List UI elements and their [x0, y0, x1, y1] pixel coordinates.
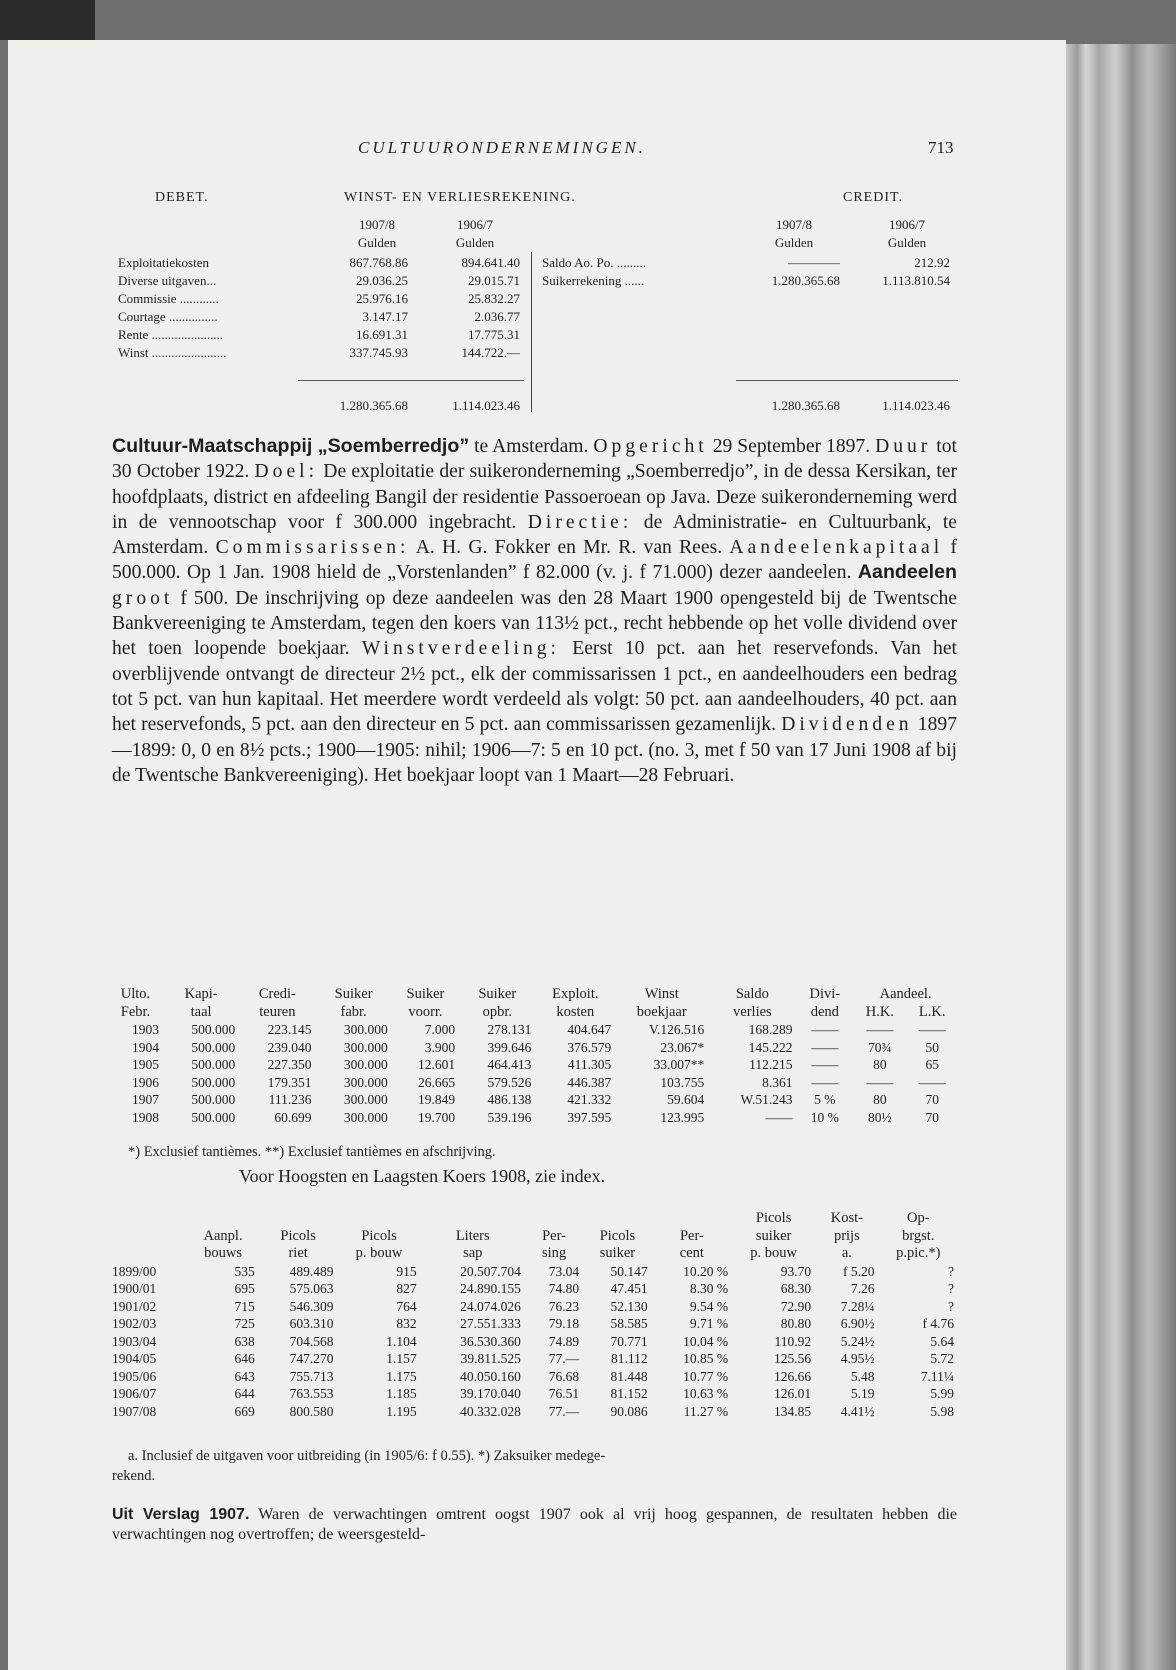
- table-cell: 300.000: [343, 1039, 388, 1055]
- table-cell: 411.305: [567, 1057, 612, 1072]
- table-header-cell: Liters: [455, 1227, 490, 1244]
- table-cell: 134.85: [774, 1403, 812, 1419]
- table-cell: 464.413: [487, 1057, 532, 1072]
- table-cell: 76.23: [548, 1298, 580, 1314]
- table-cell: 125.56: [774, 1351, 812, 1366]
- table-cell: 397.595: [567, 1109, 612, 1125]
- table-header-row: Ulto. Kapi- Credi- Suiker Suiker Suiker Exploit. Winst Saldo Divi- Aandeel.: [120, 986, 932, 1002]
- table-cell: 575.063: [289, 1281, 334, 1296]
- table-header-cell: Kost-: [830, 1210, 863, 1226]
- table-cell: 10.77 %: [683, 1368, 729, 1384]
- table-cell: 123.995: [660, 1109, 705, 1125]
- bold-term: Aandeelen: [857, 561, 957, 584]
- table-cell: 73.04: [548, 1263, 580, 1279]
- table-cell: 72.90: [780, 1298, 812, 1314]
- table-cell: 10 %: [810, 1109, 839, 1125]
- table-cell: 539.196: [487, 1109, 532, 1125]
- company-description: [112, 434, 957, 788]
- table-row: [108, 1315, 958, 1333]
- table-cell: 747.270: [289, 1351, 334, 1366]
- table-cell: 1902/03: [112, 1316, 157, 1331]
- table-cell: 7.11¼: [920, 1368, 954, 1384]
- table-cell: 1901/02: [112, 1298, 157, 1314]
- table-cell: 8.30 %: [689, 1281, 729, 1296]
- table-cell: 90.086: [610, 1403, 648, 1419]
- table-cell: 40.332.028: [460, 1403, 521, 1419]
- verslag-title: Uit Verslag 1907.: [112, 1506, 250, 1523]
- table-cell: 404.647: [567, 1022, 612, 1037]
- table-cell: 19.700: [418, 1109, 456, 1125]
- table-header-cell: [187, 1210, 258, 1228]
- table-header-cell: Per-: [679, 1227, 704, 1244]
- left-labels: Exploitatiekosten Diverse uitgaven... Commissie ............ Courtage ............... Rente ...................... Winst .......................: [118, 255, 227, 360]
- table-cell: 23.067*: [660, 1039, 705, 1055]
- right-year-2: 1906/7 Gulden: [887, 217, 927, 250]
- table-cell: 8.361: [762, 1074, 793, 1090]
- table-cell: 47.451: [610, 1281, 648, 1296]
- table-cell: 223.145: [267, 1022, 312, 1037]
- table-cell: 1905/06: [112, 1368, 157, 1384]
- paragraph-text: 29 September 1897.: [707, 436, 876, 457]
- table-header-cell: [259, 1210, 338, 1228]
- table-cell: 68.30: [780, 1281, 812, 1296]
- table-cell: 126.66: [774, 1368, 812, 1384]
- table-cell: 9.71 %: [689, 1316, 729, 1331]
- table-cell: 50.147: [610, 1263, 648, 1279]
- running-title: CULTUURONDERNEMINGEN.: [358, 138, 646, 157]
- table-cell: 10.20 %: [683, 1263, 729, 1279]
- left-col-2: 894.641.40 29.015.71 25.832.27 2.036.77 17.775.31 144.722.—: [461, 255, 520, 360]
- table-cell: 26.665: [418, 1074, 456, 1090]
- right-total-2: 1.114.023.46: [882, 398, 950, 413]
- spaced-term: Winstverdeeling:: [361, 638, 560, 660]
- pl-divider: [531, 252, 532, 412]
- left-year-2: 1906/7 Gulden: [455, 217, 495, 250]
- table-row: [108, 1368, 958, 1386]
- table-header-cell: bouws: [204, 1245, 242, 1261]
- table-cell: 1904/05: [112, 1351, 157, 1366]
- table-header-cell: Op-: [906, 1210, 930, 1226]
- table-header-cell: prijs: [833, 1227, 860, 1244]
- table-cell: 60.699: [274, 1109, 312, 1125]
- table-cell: 24.890.155: [460, 1281, 521, 1296]
- table-cell: 535: [234, 1263, 255, 1279]
- table-cell: 239.040: [267, 1039, 312, 1055]
- table-cell: 1907/08: [112, 1403, 157, 1419]
- table-cell: 10.63 %: [683, 1386, 729, 1401]
- table-cell: 643: [234, 1368, 255, 1384]
- table-cell: 81.152: [610, 1386, 648, 1401]
- table-cell: 4.41½: [840, 1403, 875, 1419]
- table-cell: 227.350: [267, 1057, 312, 1072]
- table-cell: 65: [925, 1057, 939, 1072]
- table2-footnote: a. Inclusief de uitgaven voor uitbreiding (in 1905/6: f 0.55). *) Zaksuiker medege-: [128, 1448, 606, 1464]
- table-cell: 546.309: [289, 1298, 334, 1314]
- table-cell: ——: [811, 1057, 839, 1072]
- production-table: [108, 1210, 958, 1420]
- table-cell: V.126.516: [648, 1022, 705, 1037]
- table-header-cell: cent: [679, 1245, 704, 1261]
- table-cell: 1899/00: [112, 1263, 157, 1279]
- table-cell: 1.185: [386, 1386, 417, 1401]
- spaced-term: Dividenden: [781, 714, 913, 736]
- table-cell: 579.526: [487, 1074, 532, 1090]
- table-cell: 4.95½: [840, 1351, 875, 1366]
- right-labels: Saldo Ao. Po. ......... Suikerrekening ......: [542, 255, 647, 288]
- table-cell: 764: [396, 1298, 417, 1314]
- table-cell: ——: [811, 1022, 839, 1037]
- table-cell: 52.130: [610, 1298, 648, 1314]
- pl-title: WINST- EN VERLIESREKENING.: [344, 190, 576, 205]
- verslag-paragraph: [112, 1505, 957, 1545]
- table-cell: 725: [234, 1316, 255, 1331]
- table-cell: 111.236: [268, 1092, 312, 1107]
- table-cell: f 5.20: [843, 1263, 875, 1279]
- page-edges: [1066, 44, 1176, 1670]
- paragraph-text: tot 30 October 1922.: [112, 436, 957, 483]
- paragraph-text: De exploitatie der suikeronderneming „Soemberredjo”, in de dessa Kersikan, ter hoofdplaats, district en afdeeling Bangil der residentie Passoeroean op Java. Deze suikeronderneming werd in de vennootschap voor f 300.000 ingebracht.: [112, 461, 957, 533]
- table-cell: 500.000: [191, 1109, 236, 1125]
- table-header-cell: [652, 1210, 732, 1228]
- table-cell: 39.170.040: [460, 1386, 521, 1401]
- table-header-cell: [525, 1210, 583, 1228]
- table-row: [108, 1091, 958, 1109]
- table-cell: 33.007**: [653, 1057, 705, 1072]
- table-cell: 112.215: [749, 1057, 793, 1072]
- table-cell: 486.138: [487, 1092, 532, 1107]
- table-row: [108, 1385, 958, 1403]
- table-cell: 5.19: [850, 1386, 875, 1401]
- table-header-cell: Picols: [599, 1227, 636, 1244]
- table-cell: 1904: [131, 1039, 159, 1055]
- table-cell: 1.157: [386, 1351, 417, 1366]
- table-cell: 9.54 %: [689, 1298, 729, 1314]
- table-cell: ——: [811, 1039, 839, 1055]
- paragraph-text: Eerst 10 pct. aan het reservefonds. Van het overblijvende ontvangt de directeur 2½ pct., elk der commissarissen 1 pct., en aandeelhouders een bedrag tot 5 pct. van hun kapitaal. Het meerdere wordt verdeeld als volgt: 50 pct. aan aandeelhouders, 40 pct. aan het reservefonds, 5 pct. aan den directeur en 5 pct. aan commissarissen gezamenlijk.: [112, 638, 957, 736]
- table-cell: 10.04 %: [683, 1333, 729, 1349]
- koers-note: Voor Hoogsten en Laagsten Koers 1908, zie index.: [239, 1166, 606, 1186]
- table-cell: 603.310: [289, 1316, 334, 1331]
- table-cell: 76.68: [548, 1368, 580, 1384]
- table-cell: 20.507.704: [460, 1263, 521, 1279]
- table-cell: 7.28¼: [840, 1298, 875, 1314]
- table-cell: 80: [873, 1057, 887, 1072]
- table-cell: 76.51: [548, 1386, 580, 1401]
- table-cell: 827: [396, 1281, 417, 1296]
- table-cell: 74.80: [548, 1281, 580, 1296]
- table-cell: 1903/04: [112, 1333, 157, 1349]
- table-cell: 6.90½: [840, 1316, 875, 1331]
- table-cell: 715: [234, 1298, 255, 1314]
- table-cell: 695: [234, 1281, 255, 1296]
- table-cell: 5.98: [930, 1403, 954, 1419]
- table-header-cell: [338, 1210, 421, 1228]
- table-cell: 7.26: [850, 1281, 875, 1296]
- left-total-rule: [298, 380, 524, 381]
- table-row: [108, 1298, 958, 1316]
- table-cell: 800.580: [289, 1403, 334, 1419]
- table-cell: 1.104: [386, 1333, 417, 1349]
- table-header-cell: sap: [463, 1245, 483, 1261]
- table-cell: 1908: [131, 1109, 159, 1125]
- table-cell: 11.27 %: [683, 1403, 729, 1419]
- paragraph-text: 1897—1899: 0, 0 en 8½ pcts.; 1900—1905: nihil; 1906—7: 5 en 10 pct. (no. 3, met f 50 van 17 Juni 1908 af bij de Twentsche Bankvereeniging). Het boekjaar loopt van 1 Maart—28 Februari.: [112, 714, 957, 786]
- table-cell: 5.24½: [840, 1333, 875, 1349]
- table-header-cell: [108, 1210, 187, 1228]
- table-cell: 5.64: [930, 1333, 954, 1349]
- table-cell: 1.195: [386, 1403, 417, 1419]
- credit-label: CREDIT.: [843, 190, 904, 205]
- table-cell: 300.000: [343, 1074, 388, 1090]
- corner-shadow: [0, 0, 95, 40]
- table-header-cell: Aanpl.: [203, 1227, 243, 1244]
- table-cell: 7.000: [424, 1022, 456, 1037]
- table-cell: 500.000: [191, 1074, 236, 1090]
- spaced-term: Directie:: [527, 511, 633, 533]
- table-cell: 300.000: [343, 1109, 388, 1125]
- table-cell: 500.000: [191, 1057, 236, 1072]
- table-header-cell: suiker: [599, 1245, 636, 1261]
- table-cell: 489.489: [289, 1263, 334, 1279]
- table-header-cell: p. bouw: [355, 1245, 403, 1261]
- table-cell: 5.72: [930, 1351, 954, 1366]
- table-cell: 179.351: [267, 1074, 312, 1090]
- table1-footnote: *) Exclusief tantièmes. **) Exclusief tantièmes en afschrijving.: [128, 1144, 496, 1160]
- table-cell: 300.000: [343, 1022, 388, 1037]
- table-header-row: Febr. taal teuren fabr. voorr. opbr. kosten boekjaar verlies dend H.K. L.K.: [120, 1003, 946, 1020]
- verslag-text: Waren de verwachtingen omtrent oogst 1907 ook al vrij hoog gespannen, de resultaten hebben die verwachtingen nog overtroffen; de weersgesteld-: [112, 1506, 958, 1543]
- table-cell: 755.713: [289, 1368, 334, 1384]
- paragraph-text: de Administratie- en Cultuurbank, te Amsterdam.: [112, 511, 957, 559]
- table-cell: 376.579: [567, 1039, 612, 1055]
- table-cell: 110.92: [774, 1333, 812, 1349]
- table-header-cell: [583, 1210, 651, 1228]
- table-cell: 70.771: [610, 1333, 648, 1349]
- paragraph-text: te Amsterdam.: [469, 436, 594, 457]
- paragraph-text: f 500.000. Op 1 Jan. 1908 hield de „Vorstenlanden” f 82.000 (v. j. f 71.000) dezer aandeelen.: [112, 537, 957, 584]
- table-cell: 80.80: [780, 1316, 812, 1331]
- table-cell: 500.000: [191, 1039, 236, 1055]
- table-cell: 669: [234, 1403, 255, 1419]
- table-header-cell: p.pic.*): [896, 1245, 941, 1261]
- table-cell: f 4.76: [922, 1316, 954, 1331]
- table-cell: 50: [925, 1039, 939, 1055]
- spaced-term: Commissarissen:: [215, 537, 410, 559]
- table-cell: 1906/07: [112, 1386, 157, 1401]
- table-cell: 638: [234, 1333, 255, 1349]
- table-header-row: [108, 1245, 958, 1263]
- table-header-cell: sing: [541, 1245, 567, 1261]
- left-year-1: 1907/8 Gulden: [357, 217, 397, 250]
- table-cell: ?: [948, 1298, 954, 1314]
- table-cell: 832: [396, 1316, 417, 1331]
- table-cell: 70: [925, 1092, 939, 1107]
- table-header-cell: Picols: [755, 1210, 792, 1226]
- table-cell: 644: [234, 1386, 255, 1401]
- table-cell: 77.—: [548, 1403, 580, 1419]
- left-col-1: 867.768.86 29.036.25 25.976.16 3.147.17 16.691.31 337.745.93: [349, 255, 408, 360]
- table-cell: 126.01: [774, 1386, 812, 1401]
- table-cell: 24.074.026: [460, 1298, 521, 1314]
- table-header-cell: suiker: [755, 1227, 792, 1244]
- table-cell: 278.131: [487, 1022, 532, 1037]
- table-cell: 915: [396, 1263, 417, 1279]
- table-cell: ——: [918, 1074, 946, 1090]
- table-header-cell: [421, 1210, 525, 1228]
- table-cell: 10.85 %: [683, 1351, 729, 1366]
- right-col-2: 212.92 1.113.810.54: [882, 255, 950, 288]
- table-cell: 500.000: [191, 1092, 236, 1107]
- table-cell: 27.551.333: [460, 1316, 521, 1331]
- table-cell: ——: [765, 1109, 793, 1125]
- table-row: [108, 1333, 958, 1351]
- table-cell: 70: [925, 1109, 939, 1125]
- right-year-1: 1907/8 Gulden: [774, 217, 814, 250]
- table-cell: ?: [948, 1281, 954, 1296]
- table-cell: 93.70: [780, 1263, 812, 1279]
- table-row: [108, 1263, 958, 1281]
- table-cell: 5.48: [850, 1368, 875, 1384]
- paragraph-text: A. H. G. Fokker en Mr. R. van Rees.: [409, 537, 730, 559]
- table-cell: 70¾: [868, 1039, 892, 1055]
- table-cell: 59.604: [667, 1092, 705, 1107]
- table-row: [108, 1403, 958, 1421]
- table-header-cell: Per-: [542, 1227, 566, 1244]
- paragraph-text: f 500. De inschrijving op deze aandeelen was den 28 Maart 1900 opengesteld bij de Twentsche Bankvereeniging te Amsterdam, tegen den koers van 113½ pct., recht hebbende op het volle dividend over het toen loopende boekjaar.: [112, 587, 957, 660]
- table-cell: ?: [948, 1263, 954, 1279]
- right-total-rule: [736, 380, 958, 381]
- table-cell: W.51.243: [740, 1092, 793, 1107]
- table-header-row: [108, 1228, 958, 1246]
- table-row: [108, 1021, 958, 1039]
- table-cell: 704.568: [289, 1333, 334, 1349]
- table-cell: ——: [866, 1074, 894, 1090]
- table-cell: 421.332: [567, 1092, 612, 1107]
- table-cell: 1905: [131, 1057, 159, 1072]
- table-header-cell: Picols: [361, 1227, 397, 1244]
- table-cell: 646: [234, 1351, 255, 1366]
- financial-table: [108, 986, 958, 1126]
- right-total-1: 1.280.365.68: [771, 398, 840, 413]
- table-header-cell: [108, 1245, 187, 1263]
- table-cell: 1906: [131, 1074, 159, 1090]
- left-total-2: 1.114.023.46: [452, 398, 520, 413]
- table-cell: 58.585: [610, 1316, 648, 1331]
- table-cell: 5 %: [814, 1092, 836, 1107]
- table-row: [108, 1109, 958, 1127]
- table-cell: 36.530.360: [460, 1333, 521, 1349]
- table-row: [108, 1350, 958, 1368]
- debet-label: DEBET.: [155, 190, 209, 205]
- spaced-term: Aandeelenkapitaal: [729, 537, 944, 559]
- table-cell: 74.89: [548, 1333, 580, 1349]
- table-header-cell: [108, 1228, 187, 1246]
- table-cell: 39.811.525: [460, 1351, 521, 1366]
- table-cell: 1907: [131, 1092, 159, 1107]
- table-cell: 500.000: [191, 1022, 236, 1037]
- company-name: Cultuur-Maatschappij „Soemberredjo”: [112, 435, 470, 457]
- table-cell: 763.553: [289, 1386, 334, 1401]
- spaced-term: Duur: [875, 436, 932, 457]
- table-row: [108, 1056, 958, 1074]
- table-cell: 103.755: [660, 1074, 705, 1090]
- table-cell: 399.646: [487, 1039, 532, 1055]
- table-row: [108, 1074, 958, 1092]
- table-cell: 79.18: [548, 1316, 580, 1331]
- table-cell: ——: [866, 1022, 894, 1037]
- spaced-term: Opgericht: [593, 436, 708, 457]
- table-header-cell: brgst.: [902, 1227, 935, 1244]
- page-number: 713: [928, 138, 954, 157]
- table-cell: 12.601: [418, 1057, 456, 1072]
- table-cell: 1903: [131, 1022, 159, 1037]
- table-cell: 446.387: [567, 1074, 612, 1090]
- table-cell: 81.112: [611, 1351, 648, 1366]
- left-total-1: 1.280.365.68: [339, 398, 408, 413]
- table-cell: ——: [811, 1074, 839, 1090]
- table-header-row: [108, 1210, 958, 1228]
- table-cell: 168.289: [748, 1022, 793, 1037]
- table-cell: 1.175: [386, 1368, 417, 1384]
- table-cell: 3.900: [424, 1039, 456, 1055]
- table-cell: 81.448: [610, 1368, 648, 1384]
- table-cell: 80½: [868, 1109, 892, 1125]
- spaced-term: Doel:: [254, 461, 319, 483]
- table-row: [108, 1039, 958, 1057]
- table-cell: 300.000: [343, 1092, 388, 1107]
- table-cell: 80: [873, 1092, 887, 1107]
- table-cell: 300.000: [343, 1057, 388, 1072]
- table-cell: 40.050.160: [460, 1368, 521, 1384]
- table-header-cell: a.: [841, 1245, 852, 1261]
- table-header-cell: p. bouw: [750, 1245, 797, 1261]
- table-header-cell: Picols: [280, 1227, 316, 1244]
- table-cell: 5.99: [930, 1386, 954, 1401]
- table-cell: ——: [918, 1022, 946, 1037]
- spaced-term: groot: [112, 587, 174, 609]
- table-header-cell: riet: [288, 1245, 308, 1261]
- table-row: [108, 1280, 958, 1298]
- table-cell: 145.222: [748, 1039, 793, 1055]
- table-cell: 77.—: [548, 1351, 580, 1366]
- table-cell: 19.849: [418, 1092, 456, 1107]
- right-col-1: ———— 1.280.365.68: [771, 255, 840, 288]
- table-cell: 1900/01: [112, 1281, 157, 1296]
- table2-footnote-cont: rekend.: [112, 1468, 156, 1484]
